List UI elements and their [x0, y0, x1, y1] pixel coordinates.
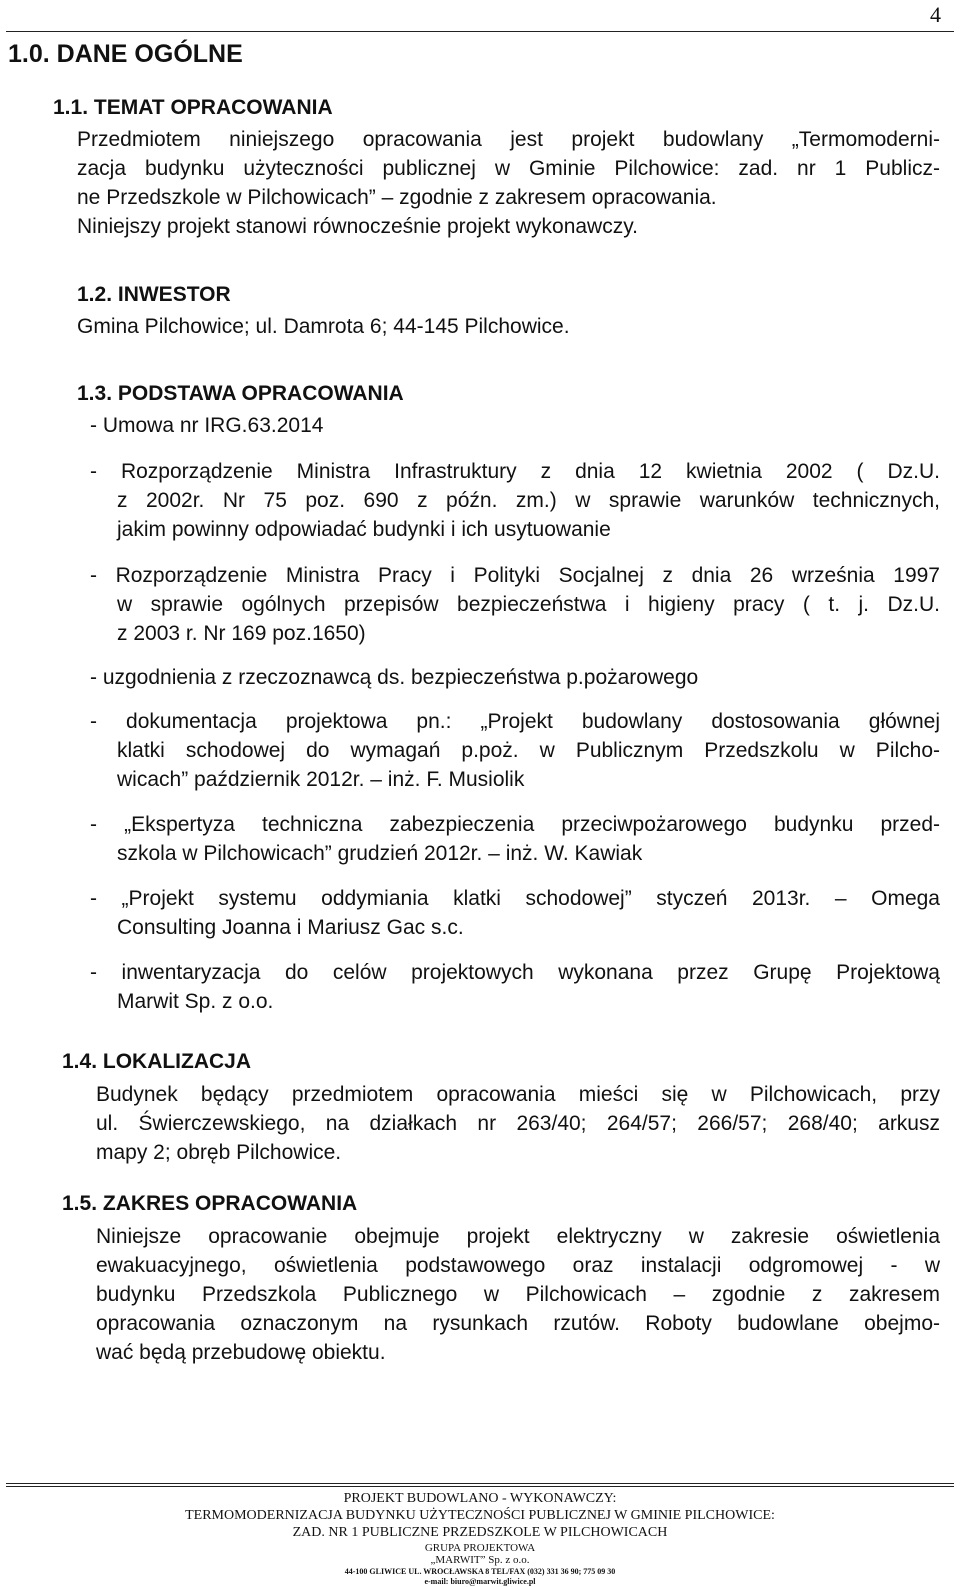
footer-company-address: 44-100 GLIWICE UL. WROCŁAWSKA 8 TEL/FAX (032) 331 36 90; 775 09 30	[344, 1567, 616, 1576]
s11-line-3: ne Przedszkole w Pilchowicach” – zgodnie z zakresem opracowania.	[77, 186, 717, 209]
basis-item-rozporzadzenie-2-line-3: z 2003 r. Nr 169 poz.1650)	[117, 622, 366, 645]
location-line-1: Budynek będący przedmiotem opracowania mieści się w Pilchowicach, przy	[96, 1083, 940, 1106]
basis-item-rozporzadzenie-2-line-1: - Rozporządzenie Ministra Pracy i Polityki Socjalnej z dnia 26 września 1997	[90, 564, 940, 587]
section-1-2-title: 1.2. INWESTOR	[77, 283, 231, 306]
basis-item-umowa: - Umowa nr IRG.63.2014	[90, 414, 324, 437]
basis-item-oddymianie-line-2: Consulting Joanna i Mariusz Gac s.c.	[117, 916, 464, 939]
page-number: 4	[930, 2, 941, 27]
scope-line-4: opracowania oznaczonym na rysunkach rzutów. Roboty budowlane obejmo-	[96, 1312, 940, 1335]
footer-project-title: TERMOMODERNIZACJA BUDYNKU UŻYTECZNOŚCI PUBLICZNEJ W GMINIE PILCHOWICE:	[185, 1508, 775, 1523]
basis-item-dokumentacja-line-2: klatki schodowej do wymagań p.poż. w Publicznym Przedszkolu w Pilcho-	[117, 739, 940, 762]
basis-item-dokumentacja-line-3: wicach” październik 2012r. – inż. F. Musiolik	[117, 768, 525, 791]
section-1-5-title: 1.5. ZAKRES OPRACOWANIA	[62, 1192, 358, 1215]
basis-item-rozporzadzenie-2-line-2: w sprawie ogólnych przepisów bezpieczeństwa i higieny pracy ( t. j. Dz.U.	[117, 593, 940, 616]
scope-line-5: wać będą przebudowę obiektu.	[96, 1341, 386, 1364]
investor-line: Gmina Pilchowice; ul. Damrota 6; 44-145 Pilchowice.	[77, 315, 570, 338]
footer-rule-bottom	[6, 1486, 954, 1487]
s11-line-4: Niniejszy projekt stanowi równocześnie projekt wykonawczy.	[77, 215, 639, 238]
main-heading: 1.0. DANE OGÓLNE	[8, 40, 243, 68]
section-1-1-title: 1.1. TEMAT OPRACOWANIA	[53, 96, 333, 119]
header-rule	[6, 31, 954, 32]
scope-line-3: budynku Przedszkola Publicznego w Pilchowicach – zgodnie z zakresem	[96, 1283, 940, 1306]
footer-company-email: e-mail: biuro@marwit.gliwice.pl	[424, 1577, 536, 1586]
basis-item-rozporzadzenie-1-line-1: - Rozporządzenie Ministra Infrastruktury z dnia 12 kwietnia 2002 ( Dz.U.	[90, 460, 940, 483]
basis-item-uzgodnienia: - uzgodnienia z rzeczoznawcą ds. bezpieczeństwa p.pożarowego	[90, 666, 699, 689]
basis-item-ekspertyza-line-1: - „Ekspertyza techniczna zabezpieczenia przeciwpożarowego budynku przed-	[90, 813, 940, 836]
scope-line-1: Niniejsze opracowanie obejmuje projekt elektryczny w zakresie oświetlenia	[96, 1225, 940, 1248]
s11-line-2: zacja budynku użyteczności publicznej w Gminie Pilchowice: zad. nr 1 Publicz-	[77, 157, 940, 180]
basis-item-dokumentacja-line-1: - dokumentacja projektowa pn.: „Projekt budowlany dostosowania głównej	[90, 710, 940, 733]
basis-item-inwentaryzacja-line-1: - inwentaryzacja do celów projektowych wykonana przez Grupę Projektową	[90, 961, 940, 984]
footer-project-task: ZAD. NR 1 PUBLICZNE PRZEDSZKOLE W PILCHOWICACH	[292, 1525, 668, 1540]
footer-company-group: GRUPA PROJEKTOWA	[424, 1542, 536, 1554]
s11-line-1: Przedmiotem niniejszego opracowania jest projekt budowlany „Termomoderni-	[77, 128, 940, 151]
location-line-3: mapy 2; obręb Pilchowice.	[96, 1141, 342, 1164]
section-1-3-title: 1.3. PODSTAWA OPRACOWANIA	[77, 382, 404, 405]
footer-rule-top	[6, 1483, 954, 1484]
basis-item-rozporzadzenie-1-line-3: jakim powinny odpowiadać budynki i ich usytuowanie	[117, 518, 611, 541]
footer-company-name: „MARWIT” Sp. z o.o.	[430, 1554, 530, 1566]
basis-item-ekspertyza-line-2: szkola w Pilchowicach” grudzień 2012r. – inż. W. Kawiak	[117, 842, 643, 865]
footer-project-type: PROJEKT BUDOWLANO - WYKONAWCZY:	[343, 1491, 617, 1506]
basis-item-oddymianie-line-1: - „Projekt systemu oddymiania klatki schodowej” styczeń 2013r. – Omega	[90, 887, 940, 910]
basis-item-inwentaryzacja-line-2: Marwit Sp. z o.o.	[117, 990, 274, 1013]
section-1-4-title: 1.4. LOKALIZACJA	[62, 1050, 252, 1073]
basis-item-rozporzadzenie-1-line-2: z 2002r. Nr 75 poz. 690 z późn. zm.) w sprawie warunków technicznych,	[117, 489, 940, 512]
location-line-2: ul. Świerczewskiego, na działkach nr 263/40; 264/57; 266/57; 268/40; arkusz	[96, 1112, 940, 1135]
scope-line-2: ewakuacyjnego, oświetlenia podstawowego oraz instalacji odgromowej - w	[96, 1254, 940, 1277]
